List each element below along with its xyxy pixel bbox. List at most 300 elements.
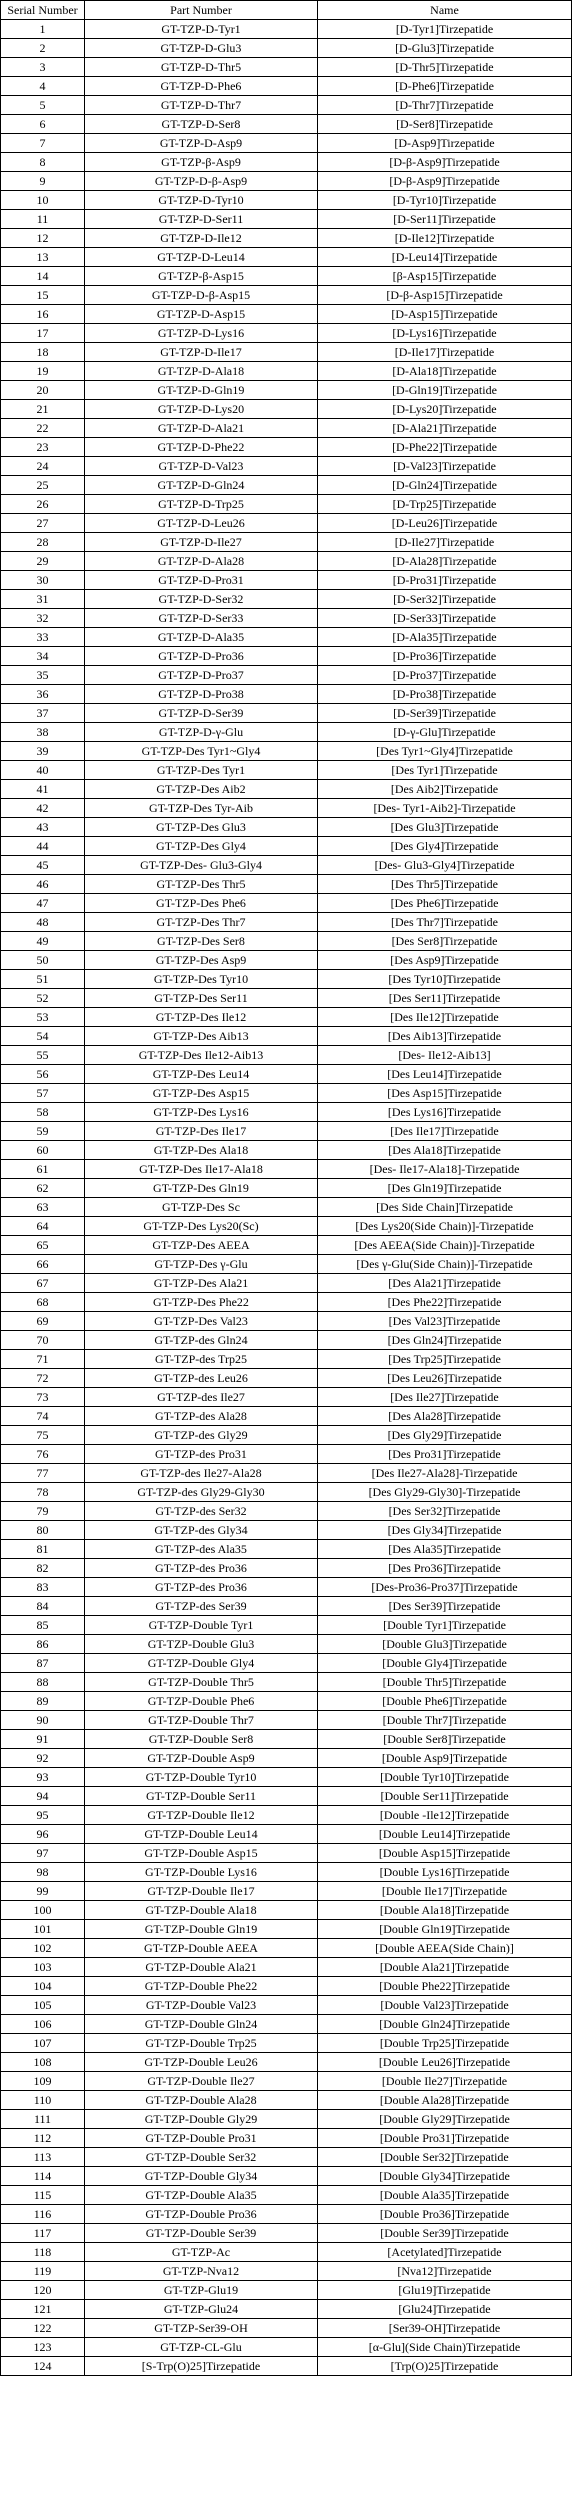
table-row (1, 305, 572, 324)
part-number-cell: GT-TZP-D-Tyr1 (85, 20, 318, 39)
name-cell: [D-Pro36]Tirzepatide (318, 647, 572, 666)
name-cell: [D-Ser8]Tirzepatide (318, 115, 572, 134)
name-cell: [Glu24]Tirzepatide (318, 2300, 572, 2319)
part-number-cell: GT-TZP-Des Phe6 (85, 894, 318, 913)
name-cell: [D-Thr5]Tirzepatide (318, 58, 572, 77)
part-number-cell: GT-TZP-Des Val23 (85, 1312, 318, 1331)
serial-number-cell: 80 (1, 1521, 85, 1540)
part-number-cell: GT-TZP-Double Thr7 (85, 1711, 318, 1730)
part-number-cell: GT-TZP-Double Tyr1 (85, 1616, 318, 1635)
part-number-cell: GT-TZP-Double Gly29 (85, 2110, 318, 2129)
table-row (1, 1331, 572, 1350)
table-row (1, 685, 572, 704)
part-number-cell: GT-TZP-D-β-Asp9 (85, 172, 318, 191)
table-row (1, 1388, 572, 1407)
part-number-cell: GT-TZP-D-Pro31 (85, 571, 318, 590)
table-row (1, 2338, 572, 2357)
part-number-cell: GT-TZP-Des Asp9 (85, 951, 318, 970)
table-row (1, 1863, 572, 1882)
part-number-cell: GT-TZP-D-Leu14 (85, 248, 318, 267)
serial-number-cell: 120 (1, 2281, 85, 2300)
table-row (1, 2110, 572, 2129)
table-row (1, 1521, 572, 1540)
table-row (1, 2319, 572, 2338)
table-row (1, 1027, 572, 1046)
serial-number-cell: 77 (1, 1464, 85, 1483)
serial-number-cell: 68 (1, 1293, 85, 1312)
serial-number-cell: 86 (1, 1635, 85, 1654)
part-number-cell: GT-TZP-D-Asp15 (85, 305, 318, 324)
name-cell: [Double Ile17]Tirzepatide (318, 1882, 572, 1901)
name-cell: [D-Trp25]Tirzepatide (318, 495, 572, 514)
table-row (1, 2205, 572, 2224)
name-cell: [D-Ser32]Tirzepatide (318, 590, 572, 609)
serial-number-cell: 76 (1, 1445, 85, 1464)
part-number-cell: GT-TZP-Des Thr7 (85, 913, 318, 932)
part-number-cell: GT-TZP-des Leu26 (85, 1369, 318, 1388)
name-cell: [Double Thr5]Tirzepatide (318, 1673, 572, 1692)
serial-number-cell: 26 (1, 495, 85, 514)
table-row (1, 96, 572, 115)
table-row (1, 1616, 572, 1635)
part-number-cell: GT-TZP-Double Ile12 (85, 1806, 318, 1825)
name-cell: [Des Val23]Tirzepatide (318, 1312, 572, 1331)
name-cell: [D-Leu14]Tirzepatide (318, 248, 572, 267)
serial-number-cell: 98 (1, 1863, 85, 1882)
serial-number-cell: 60 (1, 1141, 85, 1160)
name-cell: [Des Tyr10]Tirzepatide (318, 970, 572, 989)
part-number-cell: GT-TZP-Nva12 (85, 2262, 318, 2281)
table-row (1, 1502, 572, 1521)
part-number-cell: GT-TZP-Des AEEA (85, 1236, 318, 1255)
name-cell: [D-Ser11]Tirzepatide (318, 210, 572, 229)
serial-number-cell: 105 (1, 1996, 85, 2015)
name-cell: [Double Gly29]Tirzepatide (318, 2110, 572, 2129)
serial-number-cell: 78 (1, 1483, 85, 1502)
part-number-cell: GT-TZP-CL-Glu (85, 2338, 318, 2357)
name-cell: [Des Asp9]Tirzepatide (318, 951, 572, 970)
serial-number-cell: 61 (1, 1160, 85, 1179)
serial-number-cell: 20 (1, 381, 85, 400)
table-row (1, 837, 572, 856)
header-name: Name (318, 1, 572, 20)
part-number-cell: GT-TZP-Double Asp9 (85, 1749, 318, 1768)
part-number-cell: GT-TZP-D-Ser8 (85, 115, 318, 134)
name-cell: [Des Leu26]Tirzepatide (318, 1369, 572, 1388)
serial-number-cell: 82 (1, 1559, 85, 1578)
serial-number-cell: 96 (1, 1825, 85, 1844)
serial-number-cell: 87 (1, 1654, 85, 1673)
part-number-cell: GT-TZP-Des Glu3 (85, 818, 318, 837)
name-cell: [Des- Ile17-Ala18]-Tirzepatide (318, 1160, 572, 1179)
table-row (1, 1179, 572, 1198)
table-row (1, 1103, 572, 1122)
name-cell: [D-Gln24]Tirzepatide (318, 476, 572, 495)
table-row (1, 1065, 572, 1084)
serial-number-cell: 57 (1, 1084, 85, 1103)
name-cell: [Des γ-Glu(Side Chain)]-Tirzepatide (318, 1255, 572, 1274)
serial-number-cell: 11 (1, 210, 85, 229)
serial-number-cell: 117 (1, 2224, 85, 2243)
serial-number-cell: 64 (1, 1217, 85, 1236)
name-cell: [D-Ile12]Tirzepatide (318, 229, 572, 248)
serial-number-cell: 66 (1, 1255, 85, 1274)
serial-number-cell: 97 (1, 1844, 85, 1863)
part-number-cell: GT-TZP-des Gly29 (85, 1426, 318, 1445)
table-row (1, 875, 572, 894)
serial-number-cell: 115 (1, 2186, 85, 2205)
serial-number-cell: 46 (1, 875, 85, 894)
name-cell: [Double Thr7]Tirzepatide (318, 1711, 572, 1730)
table-row (1, 742, 572, 761)
part-number-cell: GT-TZP-Des Phe22 (85, 1293, 318, 1312)
part-number-cell: GT-TZP-Des Gln19 (85, 1179, 318, 1198)
serial-number-cell: 121 (1, 2300, 85, 2319)
serial-number-cell: 108 (1, 2053, 85, 2072)
serial-number-cell: 2 (1, 39, 85, 58)
part-number-cell: GT-TZP-Des Lys16 (85, 1103, 318, 1122)
table-row (1, 1274, 572, 1293)
serial-number-cell: 3 (1, 58, 85, 77)
part-number-cell: GT-TZP-Double Pro31 (85, 2129, 318, 2148)
table-row (1, 1464, 572, 1483)
table-row (1, 1350, 572, 1369)
part-number-cell: GT-TZP-D-Pro38 (85, 685, 318, 704)
serial-number-cell: 55 (1, 1046, 85, 1065)
table-row (1, 552, 572, 571)
name-cell: [D-Pro31]Tirzepatide (318, 571, 572, 590)
table-row (1, 2300, 572, 2319)
part-number-cell: GT-TZP-Glu24 (85, 2300, 318, 2319)
name-cell: [Double Ala21]Tirzepatide (318, 1958, 572, 1977)
name-cell: [Des Pro31]Tirzepatide (318, 1445, 572, 1464)
part-number-cell: GT-TZP-Des Tyr10 (85, 970, 318, 989)
name-cell: [Des Gln19]Tirzepatide (318, 1179, 572, 1198)
name-cell: [Des Thr5]Tirzepatide (318, 875, 572, 894)
serial-number-cell: 56 (1, 1065, 85, 1084)
part-number-cell: GT-TZP-D-Ala28 (85, 552, 318, 571)
table-row (1, 1730, 572, 1749)
table-row (1, 1597, 572, 1616)
table-row (1, 1654, 572, 1673)
serial-number-cell: 6 (1, 115, 85, 134)
part-number-cell: GT-TZP-Des Ile12 (85, 1008, 318, 1027)
serial-number-cell: 24 (1, 457, 85, 476)
name-cell: [Double Ala35]Tirzepatide (318, 2186, 572, 2205)
serial-number-cell: 41 (1, 780, 85, 799)
serial-number-cell: 102 (1, 1939, 85, 1958)
serial-number-cell: 93 (1, 1768, 85, 1787)
name-cell: [Des Tyr1~Gly4]Tirzepatide (318, 742, 572, 761)
serial-number-cell: 18 (1, 343, 85, 362)
part-number-cell: [S-Trp(O)25]Tirzepatide (85, 2357, 318, 2376)
serial-number-cell: 124 (1, 2357, 85, 2376)
name-cell: [D-Glu3]Tirzepatide (318, 39, 572, 58)
table-row (1, 153, 572, 172)
table-row (1, 1407, 572, 1426)
table-row (1, 381, 572, 400)
table-row (1, 1293, 572, 1312)
name-cell: [D-Val23]Tirzepatide (318, 457, 572, 476)
table-row (1, 438, 572, 457)
table-row (1, 2262, 572, 2281)
part-number-cell: GT-TZP-Des Ile12-Aib13 (85, 1046, 318, 1065)
part-number-cell: GT-TZP-Double Ala28 (85, 2091, 318, 2110)
part-number-cell: GT-TZP-D-Ala21 (85, 419, 318, 438)
table-row (1, 666, 572, 685)
part-number-cell: GT-TZP-Double Gly34 (85, 2167, 318, 2186)
table-row (1, 267, 572, 286)
table-row (1, 628, 572, 647)
part-number-cell: GT-TZP-D-Ile27 (85, 533, 318, 552)
serial-number-cell: 33 (1, 628, 85, 647)
name-cell: [Des Ser8]Tirzepatide (318, 932, 572, 951)
name-cell: [D-β-Asp9]Tirzepatide (318, 153, 572, 172)
part-number-cell: GT-TZP-D-Ser39 (85, 704, 318, 723)
part-number-cell: GT-TZP-Des Ile17-Ala18 (85, 1160, 318, 1179)
table-row (1, 1217, 572, 1236)
name-cell: [Des Ser32]Tirzepatide (318, 1502, 572, 1521)
serial-number-cell: 40 (1, 761, 85, 780)
serial-number-cell: 103 (1, 1958, 85, 1977)
part-number-cell: GT-TZP-D-Tyr10 (85, 191, 318, 210)
part-number-cell: GT-TZP-Double Thr5 (85, 1673, 318, 1692)
name-cell: [D-Ile17]Tirzepatide (318, 343, 572, 362)
part-number-cell: GT-TZP-D-Ser33 (85, 609, 318, 628)
serial-number-cell: 63 (1, 1198, 85, 1217)
name-cell: [Double -Ile12]Tirzepatide (318, 1806, 572, 1825)
part-number-cell: GT-TZP-des Gly29-Gly30 (85, 1483, 318, 1502)
table-row (1, 1958, 572, 1977)
name-cell: [Des Ile27]Tirzepatide (318, 1388, 572, 1407)
part-number-cell: GT-TZP-des Ser32 (85, 1502, 318, 1521)
table-row (1, 1996, 572, 2015)
part-number-cell: GT-TZP-Double Leu14 (85, 1825, 318, 1844)
part-number-cell: GT-TZP-Des Tyr1 (85, 761, 318, 780)
part-number-cell: GT-TZP-Des Gly4 (85, 837, 318, 856)
table-row (1, 495, 572, 514)
serial-number-cell: 75 (1, 1426, 85, 1445)
serial-number-cell: 50 (1, 951, 85, 970)
serial-number-cell: 10 (1, 191, 85, 210)
table-row (1, 1673, 572, 1692)
part-number-cell: GT-TZP-Double Gln19 (85, 1920, 318, 1939)
name-cell: [Des Ala18]Tirzepatide (318, 1141, 572, 1160)
name-cell: [Des Aib13]Tirzepatide (318, 1027, 572, 1046)
name-cell: [Des- Glu3-Gly4]Tirzepatide (318, 856, 572, 875)
name-cell: [D-Pro38]Tirzepatide (318, 685, 572, 704)
name-cell: [Des Ser39]Tirzepatide (318, 1597, 572, 1616)
name-cell: [D-β-Asp15]Tirzepatide (318, 286, 572, 305)
part-number-cell: GT-TZP-β-Asp15 (85, 267, 318, 286)
name-cell: [Des Trp25]Tirzepatide (318, 1350, 572, 1369)
serial-number-cell: 67 (1, 1274, 85, 1293)
table-row (1, 1806, 572, 1825)
serial-number-cell: 15 (1, 286, 85, 305)
serial-number-cell: 30 (1, 571, 85, 590)
name-cell: [Des Ala28]Tirzepatide (318, 1407, 572, 1426)
table-row (1, 1939, 572, 1958)
table-row (1, 799, 572, 818)
part-number-cell: GT-TZP-D-Val23 (85, 457, 318, 476)
table-row (1, 1084, 572, 1103)
serial-number-cell: 23 (1, 438, 85, 457)
part-number-cell: GT-TZP-des Gln24 (85, 1331, 318, 1350)
name-cell: [Des Pro36]Tirzepatide (318, 1559, 572, 1578)
table-row (1, 457, 572, 476)
name-cell: [Des- Ile12-Aib13] (318, 1046, 572, 1065)
serial-number-cell: 83 (1, 1578, 85, 1597)
part-number-cell: GT-TZP-Des Asp15 (85, 1084, 318, 1103)
part-number-cell: GT-TZP-Ac (85, 2243, 318, 2262)
serial-number-cell: 14 (1, 267, 85, 286)
serial-number-cell: 29 (1, 552, 85, 571)
part-number-cell: GT-TZP-Des Ile17 (85, 1122, 318, 1141)
name-cell: [Double Pro36]Tirzepatide (318, 2205, 572, 2224)
name-cell: [Des Ile27-Ala28]-Tirzepatide (318, 1464, 572, 1483)
table-row (1, 286, 572, 305)
table-row (1, 2243, 572, 2262)
table-row (1, 191, 572, 210)
serial-number-cell: 1 (1, 20, 85, 39)
part-number-cell: GT-TZP-des Ile27 (85, 1388, 318, 1407)
serial-number-cell: 74 (1, 1407, 85, 1426)
table-row (1, 1749, 572, 1768)
table-row (1, 818, 572, 837)
serial-number-cell: 69 (1, 1312, 85, 1331)
name-cell: [Glu19]Tirzepatide (318, 2281, 572, 2300)
part-number-cell: GT-TZP-Double Ile27 (85, 2072, 318, 2091)
serial-number-cell: 100 (1, 1901, 85, 1920)
table-row (1, 1445, 572, 1464)
table-row (1, 951, 572, 970)
part-number-cell: GT-TZP-D-Phe22 (85, 438, 318, 457)
part-number-cell: GT-TZP-D-Asp9 (85, 134, 318, 153)
serial-number-cell: 39 (1, 742, 85, 761)
part-number-cell: GT-TZP-D-Pro36 (85, 647, 318, 666)
name-cell: [Ser39-OH]Tirzepatide (318, 2319, 572, 2338)
part-number-cell: GT-TZP-D-β-Asp15 (85, 286, 318, 305)
table-row (1, 932, 572, 951)
table-row (1, 1768, 572, 1787)
serial-number-cell: 118 (1, 2243, 85, 2262)
part-number-cell: GT-TZP-D-Ser11 (85, 210, 318, 229)
name-cell: [Double Gly34]Tirzepatide (318, 2167, 572, 2186)
table-row (1, 1122, 572, 1141)
serial-number-cell: 104 (1, 1977, 85, 1996)
table-row (1, 2186, 572, 2205)
name-cell: [Des Ala21]Tirzepatide (318, 1274, 572, 1293)
table-row (1, 1426, 572, 1445)
serial-number-cell: 58 (1, 1103, 85, 1122)
serial-number-cell: 25 (1, 476, 85, 495)
part-number-cell: GT-TZP-des Trp25 (85, 1350, 318, 1369)
part-number-cell: GT-TZP-Double Pro36 (85, 2205, 318, 2224)
part-number-cell: GT-TZP-D-Ala18 (85, 362, 318, 381)
table-row (1, 1920, 572, 1939)
table-row (1, 1160, 572, 1179)
table-row (1, 2167, 572, 2186)
serial-number-cell: 122 (1, 2319, 85, 2338)
name-cell: [Double AEEA(Side Chain)] (318, 1939, 572, 1958)
table-row (1, 248, 572, 267)
name-cell: [Double Tyr1]Tirzepatide (318, 1616, 572, 1635)
table-row (1, 894, 572, 913)
table-row (1, 2148, 572, 2167)
name-cell: [Des Gly4]Tirzepatide (318, 837, 572, 856)
serial-number-cell: 8 (1, 153, 85, 172)
part-number-cell: GT-TZP-Glu19 (85, 2281, 318, 2300)
name-cell: [Double Ala28]Tirzepatide (318, 2091, 572, 2110)
name-cell: [Double Ser11]Tirzepatide (318, 1787, 572, 1806)
table-row (1, 2034, 572, 2053)
part-number-cell: GT-TZP-D-Ala35 (85, 628, 318, 647)
name-cell: [Double Ala18]Tirzepatide (318, 1901, 572, 1920)
table-row (1, 1236, 572, 1255)
name-cell: [D-Lys16]Tirzepatide (318, 324, 572, 343)
serial-number-cell: 37 (1, 704, 85, 723)
table-row (1, 2224, 572, 2243)
name-cell: [Des Tyr1]Tirzepatide (318, 761, 572, 780)
name-cell: [D-Tyr1]Tirzepatide (318, 20, 572, 39)
name-cell: [Des Ser11]Tirzepatide (318, 989, 572, 1008)
table-row (1, 1540, 572, 1559)
serial-number-cell: 111 (1, 2110, 85, 2129)
serial-number-cell: 81 (1, 1540, 85, 1559)
name-cell: [Double Val23]Tirzepatide (318, 1996, 572, 2015)
name-cell: [Double Ser39]Tirzepatide (318, 2224, 572, 2243)
name-cell: [Double Leu14]Tirzepatide (318, 1825, 572, 1844)
table-row (1, 58, 572, 77)
table-row (1, 2129, 572, 2148)
name-cell: [Trp(O)25]Tirzepatide (318, 2357, 572, 2376)
part-number-cell: GT-TZP-D-Ile17 (85, 343, 318, 362)
serial-number-cell: 91 (1, 1730, 85, 1749)
part-number-cell: GT-TZP-Double Ala35 (85, 2186, 318, 2205)
name-cell: [Double Ser8]Tirzepatide (318, 1730, 572, 1749)
name-cell: [Des Gly34]Tirzepatide (318, 1521, 572, 1540)
name-cell: [D-Gln19]Tirzepatide (318, 381, 572, 400)
name-cell: [Des Phe6]Tirzepatide (318, 894, 572, 913)
part-number-cell: GT-TZP-Double Val23 (85, 1996, 318, 2015)
table-row (1, 362, 572, 381)
name-cell: [Double Trp25]Tirzepatide (318, 2034, 572, 2053)
table-row (1, 1578, 572, 1597)
table-row (1, 1844, 572, 1863)
serial-number-cell: 110 (1, 2091, 85, 2110)
table-row (1, 2091, 572, 2110)
table-row (1, 761, 572, 780)
table-row (1, 571, 572, 590)
serial-number-cell: 13 (1, 248, 85, 267)
part-number-cell: GT-TZP-Des Ala18 (85, 1141, 318, 1160)
serial-number-cell: 47 (1, 894, 85, 913)
table-row (1, 2053, 572, 2072)
name-cell: [Double Glu3]Tirzepatide (318, 1635, 572, 1654)
table-row (1, 1198, 572, 1217)
part-number-cell: GT-TZP-Double Gln24 (85, 2015, 318, 2034)
name-cell: [Double Leu26]Tirzepatide (318, 2053, 572, 2072)
serial-number-cell: 44 (1, 837, 85, 856)
serial-number-cell: 36 (1, 685, 85, 704)
name-cell: [D-γ-Glu]Tirzepatide (318, 723, 572, 742)
part-number-cell: GT-TZP-Des Tyr-Aib (85, 799, 318, 818)
part-number-cell: GT-TZP-D-Glu3 (85, 39, 318, 58)
name-cell: [Des Ala35]Tirzepatide (318, 1540, 572, 1559)
serial-number-cell: 27 (1, 514, 85, 533)
name-cell: [Des Gly29-Gly30]-Tirzepatide (318, 1483, 572, 1502)
serial-number-cell: 38 (1, 723, 85, 742)
